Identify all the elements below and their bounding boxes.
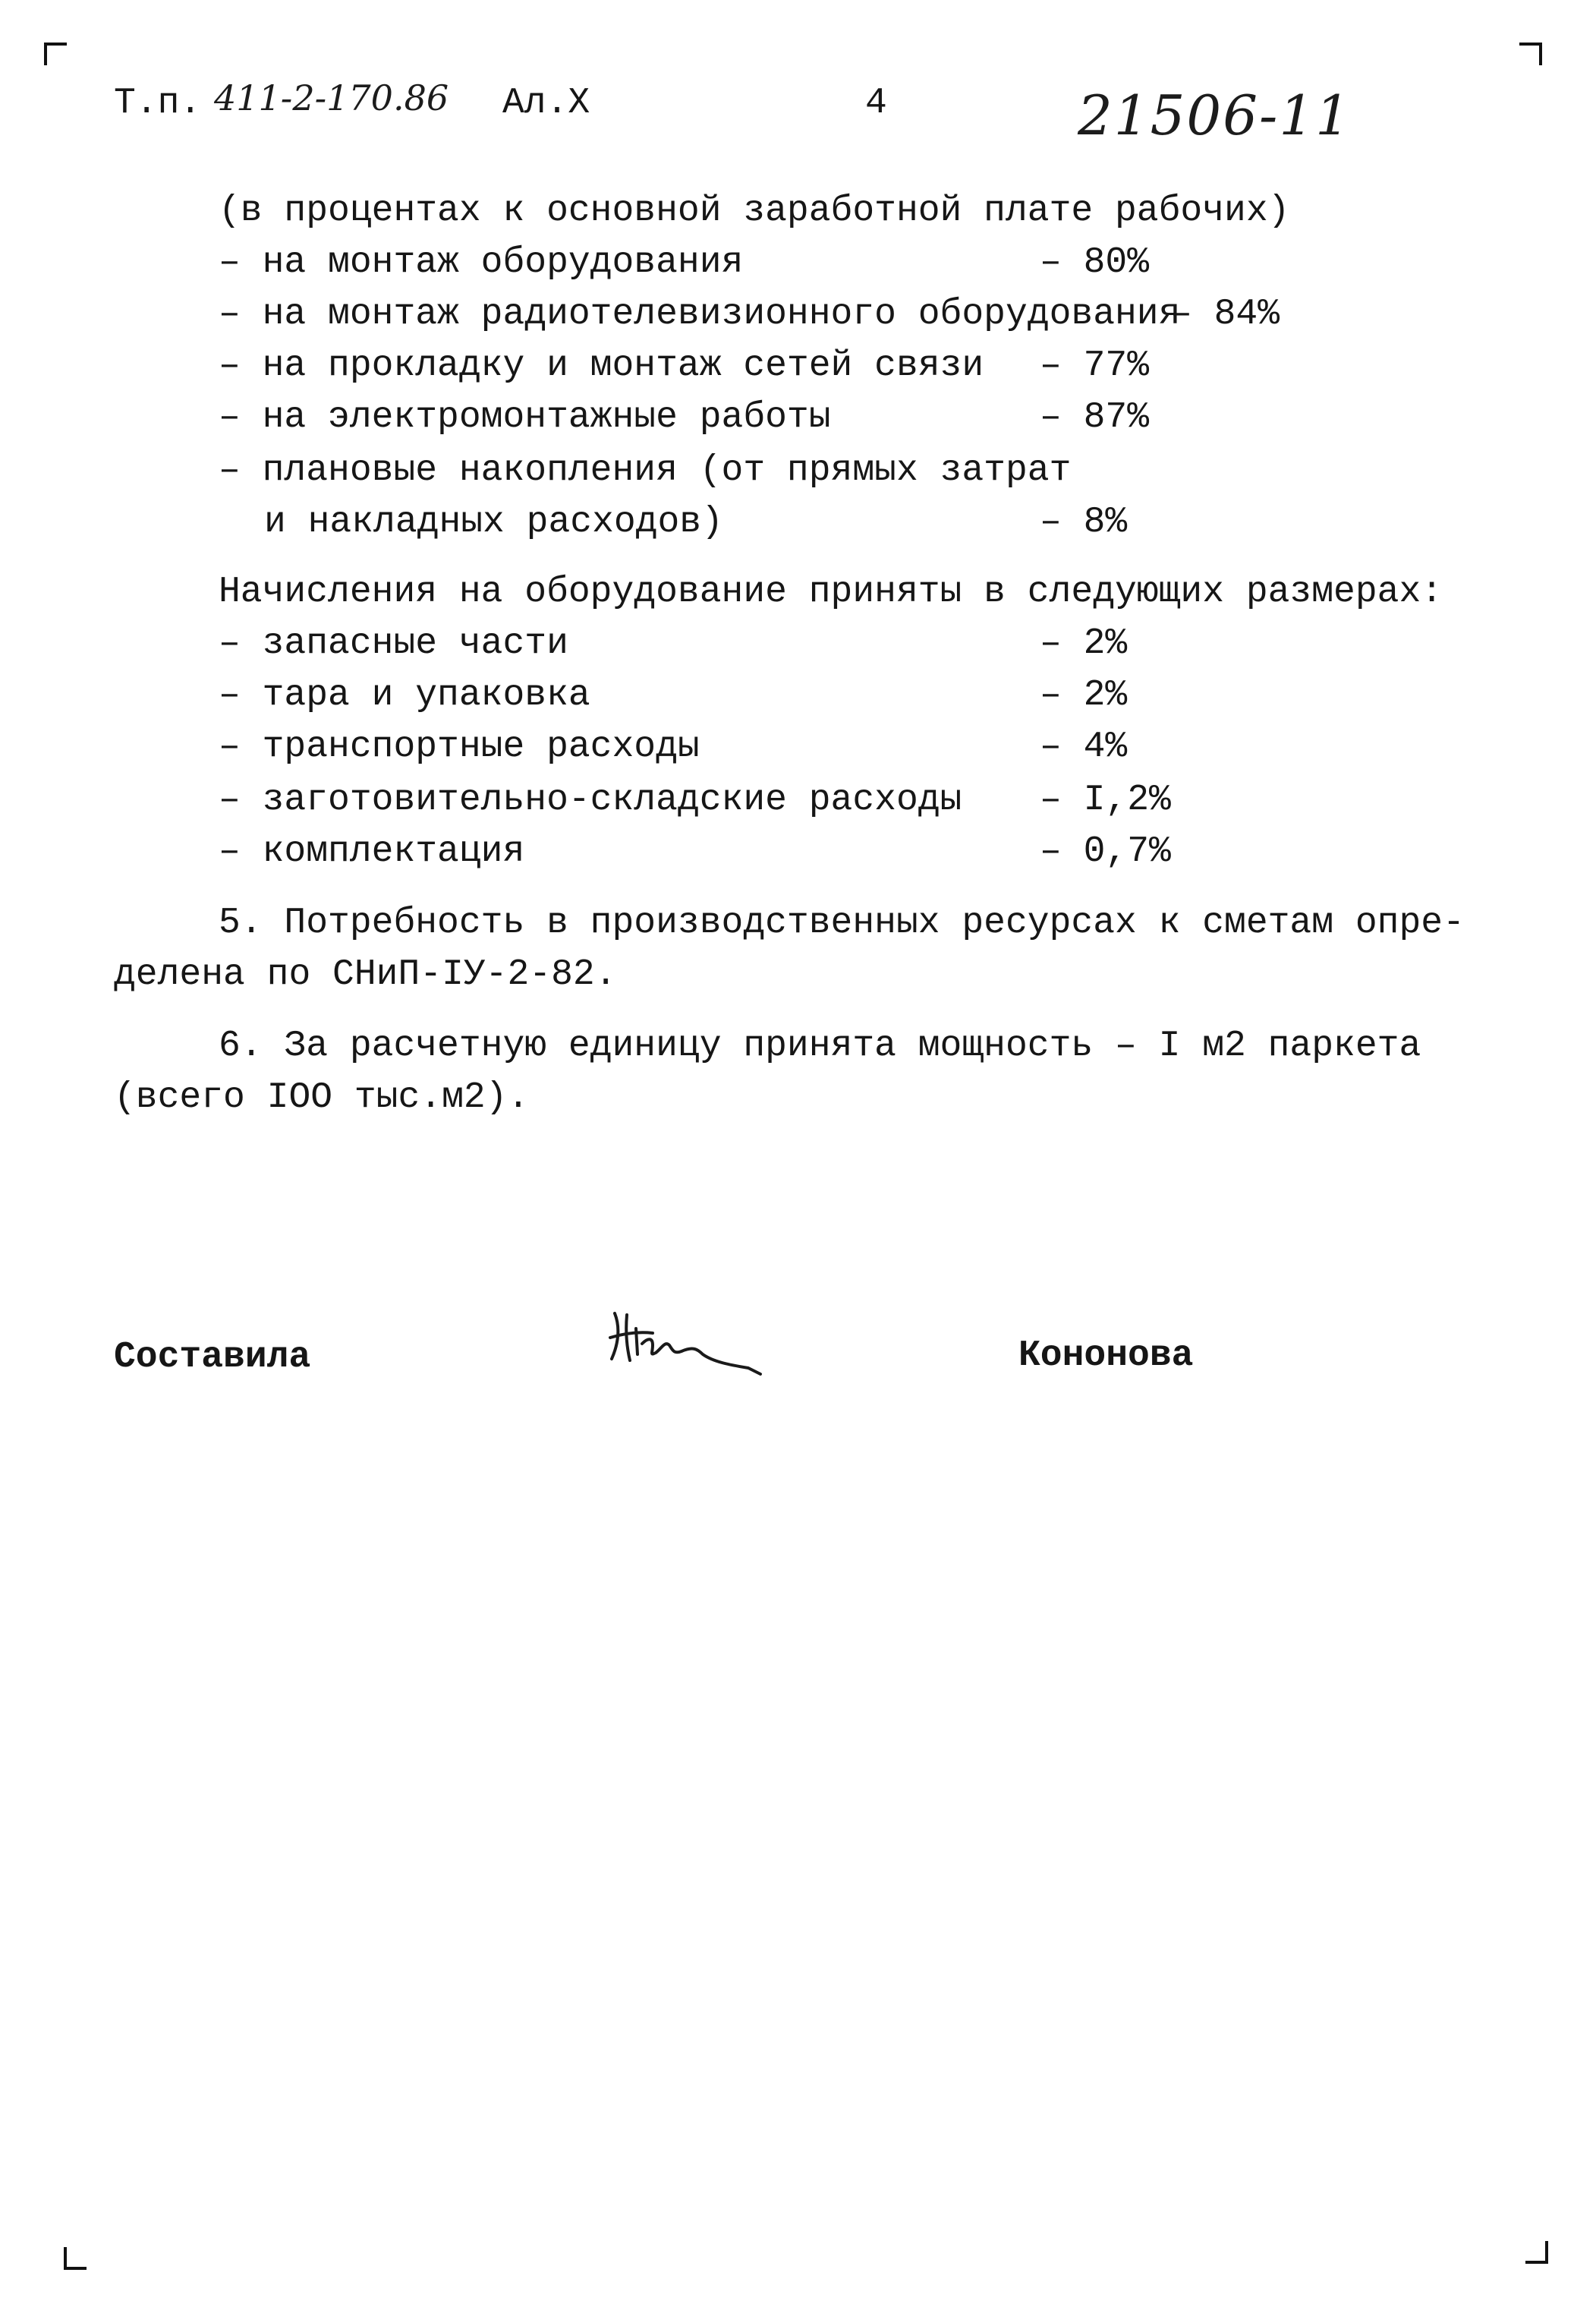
paragraph-6-line1: 6. За расчетную единицу принята мощность – I м2 паркета <box>219 1026 1421 1067</box>
corner-mark-bottom-left <box>64 2247 87 2270</box>
list-item <box>219 831 1509 873</box>
signature-role: Составила <box>114 1337 311 1378</box>
item-value: – I,2% <box>1040 780 1171 821</box>
item-label: – транспортные расходы <box>219 727 700 768</box>
header-prefix: Т.п. <box>114 83 202 124</box>
item-value: – 80% <box>1040 242 1150 283</box>
page-number: 4 <box>865 83 887 124</box>
item-value: – 8% <box>1040 502 1128 543</box>
planned-savings-line1: – плановые накопления (от прямых затрат <box>219 450 1072 491</box>
item-value: – 4% <box>1040 727 1128 768</box>
list-item <box>219 396 1509 439</box>
album-label: Ал.Х <box>502 83 590 124</box>
item-label: – на монтаж радиотелевизионного оборудования <box>219 294 1181 335</box>
handwritten-signature <box>600 1298 774 1382</box>
item-value: – 0,7% <box>1040 831 1171 872</box>
equipment-heading: Начисления на оборудование приняты в следующих размерах: <box>219 572 1443 613</box>
item-label: – на прокладку и монтаж сетей связи <box>219 345 984 386</box>
corner-mark-top-right <box>1519 43 1542 65</box>
list-item <box>219 674 1509 717</box>
paragraph-6-line2: (всего IOO тыс.м2). <box>114 1077 530 1118</box>
list-item <box>219 345 1509 387</box>
item-value: – 2% <box>1040 623 1128 664</box>
list-item <box>219 779 1509 821</box>
intro-line: (в процентах к основной заработной плате рабочих) <box>219 191 1290 232</box>
list-item <box>219 501 1509 544</box>
list-item <box>219 726 1509 768</box>
item-label: – запасные части <box>219 623 568 664</box>
list-item <box>219 623 1509 665</box>
list-item <box>219 241 1509 284</box>
item-value: – 84% <box>1170 294 1280 335</box>
corner-mark-top-left <box>44 43 67 65</box>
paragraph-5-line1: 5. Потребность в производственных ресурсах к сметам опре- <box>219 903 1465 944</box>
item-label: – заготовительно-складские расходы <box>219 780 962 821</box>
item-value: – 87% <box>1040 397 1150 438</box>
project-code: 411-2-170.86 <box>214 77 449 118</box>
paragraph-5-line2: делена по СНиП-IУ-2-82. <box>114 954 617 995</box>
planned-savings-line2: и накладных расходов) <box>264 502 723 543</box>
item-label: – тара и упаковка <box>219 675 590 716</box>
list-item <box>219 293 1509 336</box>
item-value: – 77% <box>1040 345 1150 386</box>
item-label: – комплектация <box>219 831 525 872</box>
item-label: – на электромонтажные работы <box>219 397 831 438</box>
corner-mark-bottom-right <box>1525 2241 1548 2264</box>
archive-number: 21506-11 <box>1078 84 1352 147</box>
item-label: – на монтаж оборудования <box>219 242 744 283</box>
item-value: – 2% <box>1040 675 1128 716</box>
signer-name: Кононова <box>1018 1335 1194 1376</box>
